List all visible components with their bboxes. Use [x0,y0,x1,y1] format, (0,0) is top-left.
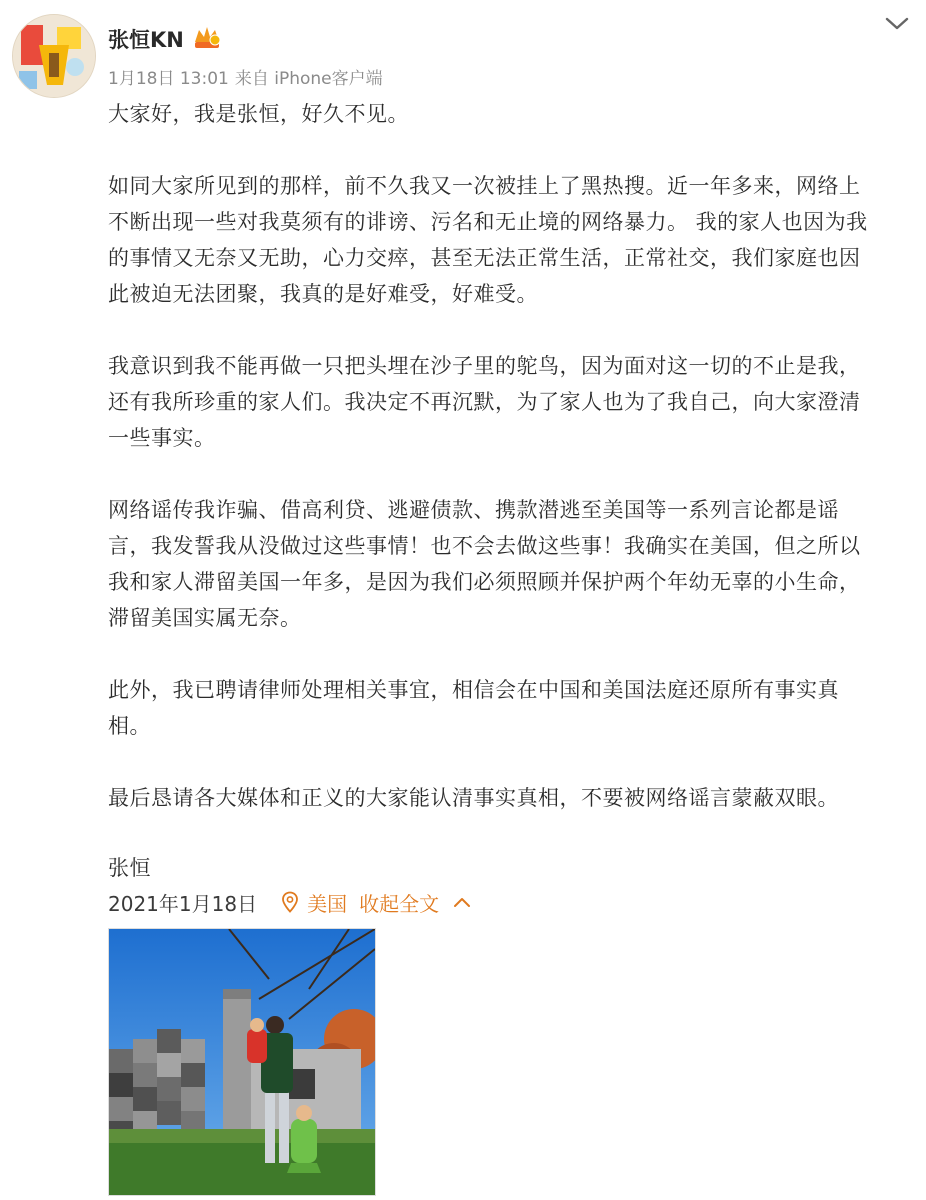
avatar[interactable] [12,14,96,98]
paragraph-5: 最后恳请各大媒体和正义的大家能认清事实真相，不要被网络谣言蒙蔽双眼。 [108,786,839,810]
post-footer [108,884,471,920]
post-time: 1月18日 13:01 [108,69,229,89]
signature: 张恒 [108,856,151,880]
post-date: 2021年1月18日 [108,891,258,916]
location-pin-icon[interactable] [281,891,299,913]
chevron-up-icon[interactable] [453,896,471,908]
post-photo[interactable] [108,928,376,1196]
photo-image [109,929,375,1195]
vip-badge-icon[interactable] [192,24,222,50]
post-meta [108,64,383,89]
paragraph-2: 我意识到我不能再做一只把头埋在沙子里的鸵鸟，因为面对这一切的不止是我， 还有我所珍重的家人们。我决定不再沉默，为了家人也为了我自己，向大家澄清 一些事实。 [108,354,861,450]
post-source[interactable]: 来自 iPhone客户端 [234,69,383,89]
chevron-down-icon[interactable] [884,14,910,32]
paragraph-greeting: 大家好，我是张恒，好久不见。 [108,102,409,126]
collapse-full-text-link[interactable]: 收起全文 [359,891,440,916]
paragraph-3: 网络谣传我诈骗、借高利贷、逃避债款、携款潜逃至美国等一系列言论都是谣 言，我发誓我从没做过这些事情！也不会去做这些事！我确实在美国，但之所以 我和家人滞留美国一年多，是因为我们必须照顾并保护两个年幼无辜的小生命， 滞留美国实属无奈。 [108,498,861,630]
location-link[interactable]: 美国 [307,891,348,916]
paragraph-4: 此外，我已聘请律师处理相关事宜，相信会在中国和美国法庭还原所有事实真 相。 [108,678,839,738]
post-content [108,96,908,886]
avatar-image [13,15,95,97]
username[interactable]: 张恒KN [108,28,184,52]
paragraph-1: 如同大家所见到的那样，前不久我又一次被挂上了黑热搜。近一年多来，网络上 不断出现一些对我莫须有的诽谤、污名和无止境的网络暴力。 我的家人也因为我 的事情又无奈又无助，心力交瘁，甚至无法正常生活，正常社交，我们家庭也因 此被迫无法团聚，我真的是好难受，好难受。 [108,174,868,306]
